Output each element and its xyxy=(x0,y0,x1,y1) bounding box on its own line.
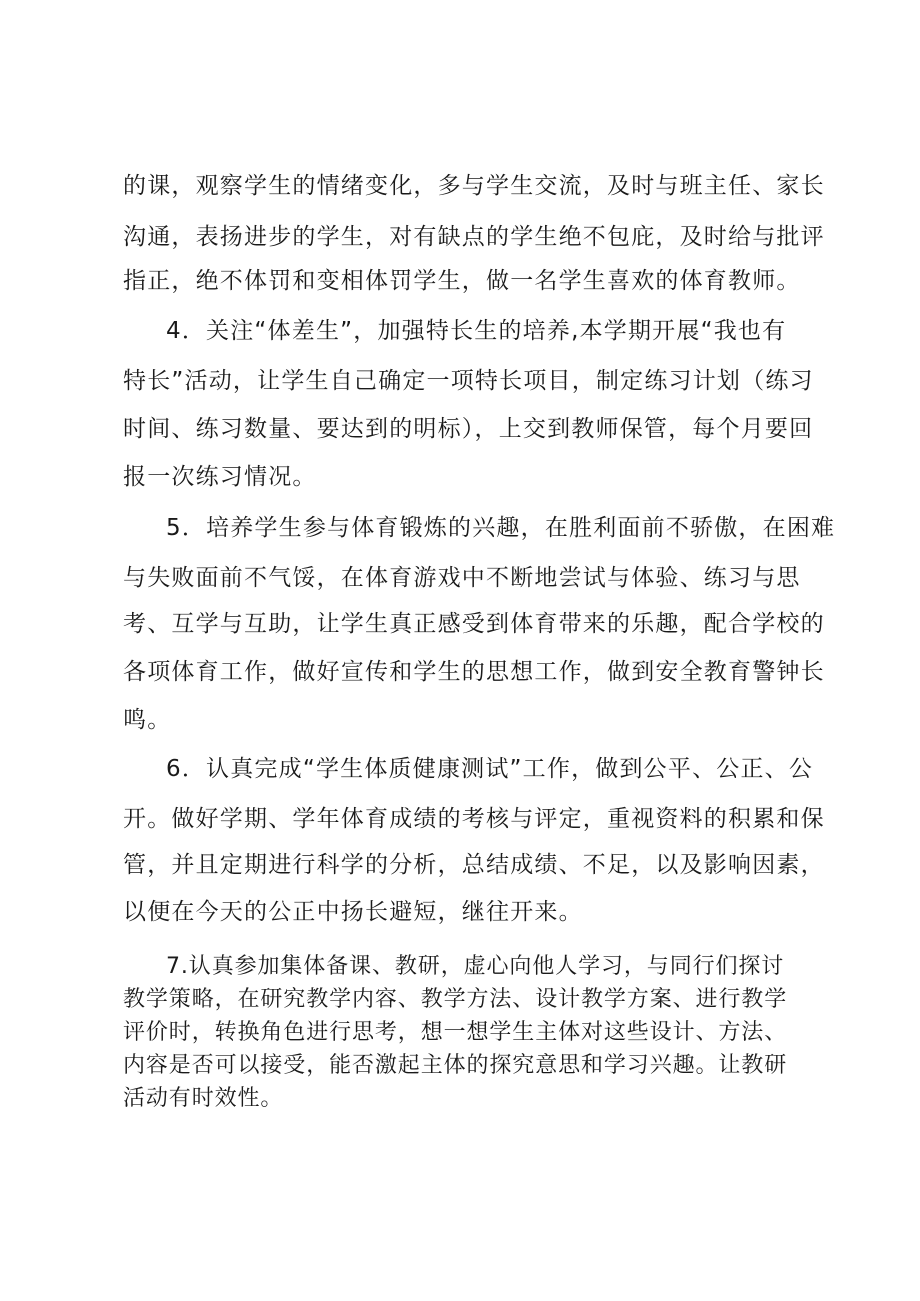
text-line: 教学策略，在研究教学内容、教学方法、设计教学方案、进行教学 xyxy=(123,987,788,1012)
text-line: 活动有时效性。 xyxy=(123,1086,284,1111)
text-line: 开。做好学期、学年体育成绩的考核与评定，重视资料的积累和保 xyxy=(123,806,825,832)
text-line: 报一次练习情况。 xyxy=(123,464,317,490)
text-line: 7.认真参加集体备课、教研，虚心向他人学习，与同行们探讨 xyxy=(166,954,785,979)
text-line: 各项体育工作，做好宣传和学生的思想工作，做到安全教育警钟长 xyxy=(123,659,825,685)
text-line: 评价时，转换角色进行思考，想一想学生主体对这些设计、方法、 xyxy=(123,1020,788,1045)
text-line: 6．认真完成“学生体质健康测试”工作，做到公平、公正、公 xyxy=(166,756,814,782)
text-line: 考、互学与互助，让学生真正感受到体育带来的乐趣，配合学校的 xyxy=(123,611,825,637)
text-line: 4．关注“体差生”，加强特长生的培养,本学期开展“我也有 xyxy=(166,318,787,344)
text-line: 以便在今天的公正中扬长避短，继往开来。 xyxy=(123,899,583,925)
text-line: 5．培养学生参与体育锻炼的兴趣，在胜利面前不骄傲，在困难 xyxy=(166,515,836,541)
text-line: 沟通，表扬进步的学生，对有缺点的学生绝不包庇，及时给与批评 xyxy=(123,224,825,250)
text-line: 鸣。 xyxy=(123,707,172,733)
text-line: 指正，绝不体罚和变相体罚学生，做一名学生喜欢的体育教师。 xyxy=(123,268,801,294)
text-line: 管，并且定期进行科学的分析，总结成绩、不足，以及影响因素， xyxy=(123,852,825,878)
text-line: 特长”活动，让学生自己确定一项特长项目，制定练习计划（练习 xyxy=(123,368,814,394)
text-line: 时间、练习数量、要达到的明标），上交到教师保管，每个月要回 xyxy=(123,416,814,442)
text-line: 的课，观察学生的情绪变化，多与学生交流，及时与班主任、家长 xyxy=(123,173,825,199)
text-line: 与失败面前不气馁，在体育游戏中不断地尝试与体验、练习与思 xyxy=(123,565,801,591)
text-line: 内容是否可以接受，能否激起主体的探究意思和学习兴趣。让教研 xyxy=(123,1053,788,1078)
